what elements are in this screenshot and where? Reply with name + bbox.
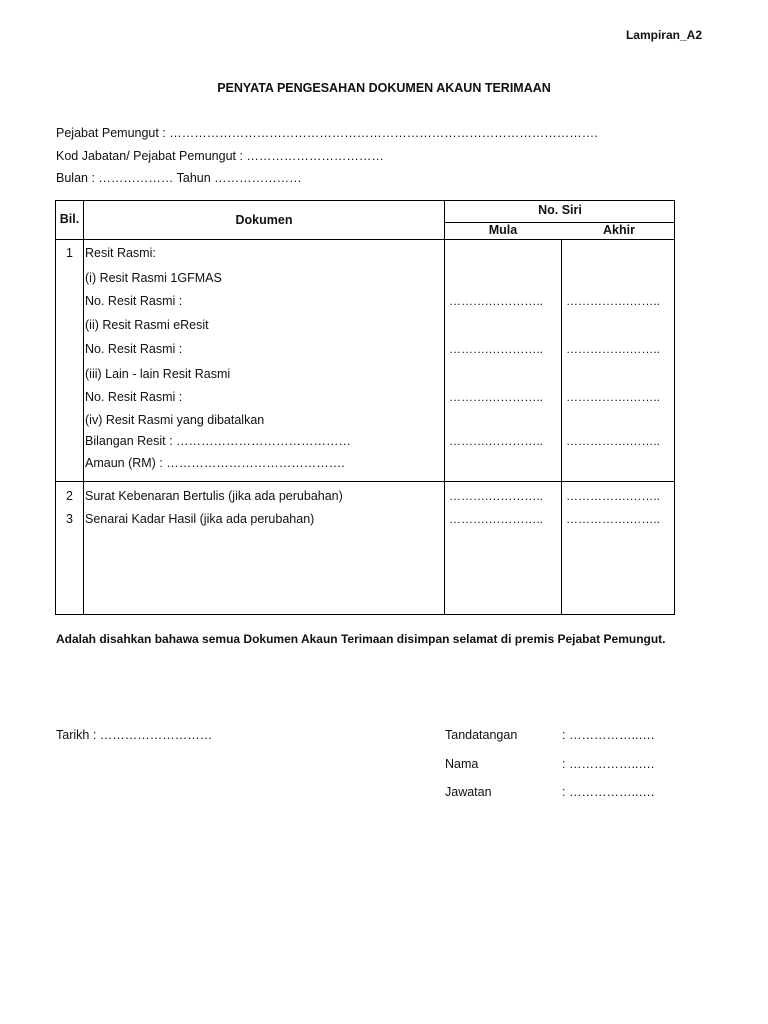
row-number: 1	[66, 246, 73, 260]
akhir-dots: …………….……..	[566, 512, 661, 526]
mula-dots: ……….…………..	[449, 489, 544, 503]
doc-line: No. Resit Rasmi :	[85, 342, 183, 356]
pejabat-pemungut-field: Pejabat Pemungut : ………………………………………………………………………………………….	[56, 126, 598, 140]
mula-dots: ……….…………..	[449, 294, 544, 308]
nama-label: Nama	[445, 757, 479, 771]
doc-line: (iv) Resit Rasmi yang dibatalkan	[85, 413, 265, 427]
row-number: 2	[66, 489, 73, 503]
doc-line: Bilangan Resit : ……………………………………	[85, 434, 352, 448]
doc-line: Senarai Kadar Hasil (jika ada perubahan)	[85, 512, 315, 526]
header-mula: Mula	[488, 223, 518, 237]
mula-dots: ……….…………..	[449, 512, 544, 526]
akhir-dots: …………….……..	[566, 489, 661, 503]
akhir-dots: …………….……..	[566, 390, 661, 404]
mula-dots: ……….…………..	[449, 434, 544, 448]
col-divider	[444, 201, 445, 614]
header-no-siri: No. Siri	[538, 203, 582, 217]
akhir-dots: …………….……..	[566, 434, 661, 448]
akhir-dots: …………….……..	[566, 294, 661, 308]
doc-line: No. Resit Rasmi :	[85, 294, 183, 308]
akhir-dots: …………….……..	[566, 342, 661, 356]
col-divider	[83, 201, 84, 614]
document-table	[55, 200, 675, 615]
doc-line: No. Resit Rasmi :	[85, 390, 183, 404]
header-akhir: Akhir	[603, 223, 635, 237]
jawatan-label: Jawatan	[445, 785, 492, 799]
row-number: 3	[66, 512, 73, 526]
mula-dots: ……….…………..	[449, 342, 544, 356]
tarikh-field: Tarikh : ………………………	[56, 728, 213, 742]
bulan-tahun-field: Bulan : ……………… Tahun …………………	[56, 171, 302, 185]
certification-statement: Adalah disahkan bahawa semua Dokumen Akaun Terimaan disimpan selamat di premis Pejabat Pemungut.	[56, 632, 666, 646]
doc-line: Surat Kebenaran Bertulis (jika ada perubahan)	[85, 489, 343, 503]
mula-dots: ……….…………..	[449, 390, 544, 404]
row-divider	[56, 239, 674, 240]
doc-line: (i) Resit Rasmi 1GFMAS	[85, 271, 222, 285]
doc-line: Amaun (RM) : …………………………………….	[85, 456, 345, 470]
tandatangan-dots: : ……………..….	[562, 728, 655, 742]
tandatangan-label: Tandatangan	[445, 728, 518, 742]
header-bil: Bil.	[59, 212, 80, 226]
header-dokumen: Dokumen	[235, 213, 293, 227]
document-title: PENYATA PENGESAHAN DOKUMEN AKAUN TERIMAAN	[217, 81, 551, 95]
jawatan-dots: : ……………..….	[562, 785, 655, 799]
col-divider	[561, 239, 562, 614]
row-divider	[56, 481, 674, 482]
doc-line: (iii) Lain - lain Resit Rasmi	[85, 367, 231, 381]
attachment-label: Lampiran_A2	[625, 28, 702, 42]
doc-line: (ii) Resit Rasmi eResit	[85, 318, 209, 332]
nama-dots: : ……………..….	[562, 757, 655, 771]
doc-line: Resit Rasmi:	[85, 246, 156, 260]
kod-jabatan-field: Kod Jabatan/ Pejabat Pemungut : ……………………………	[56, 149, 384, 163]
